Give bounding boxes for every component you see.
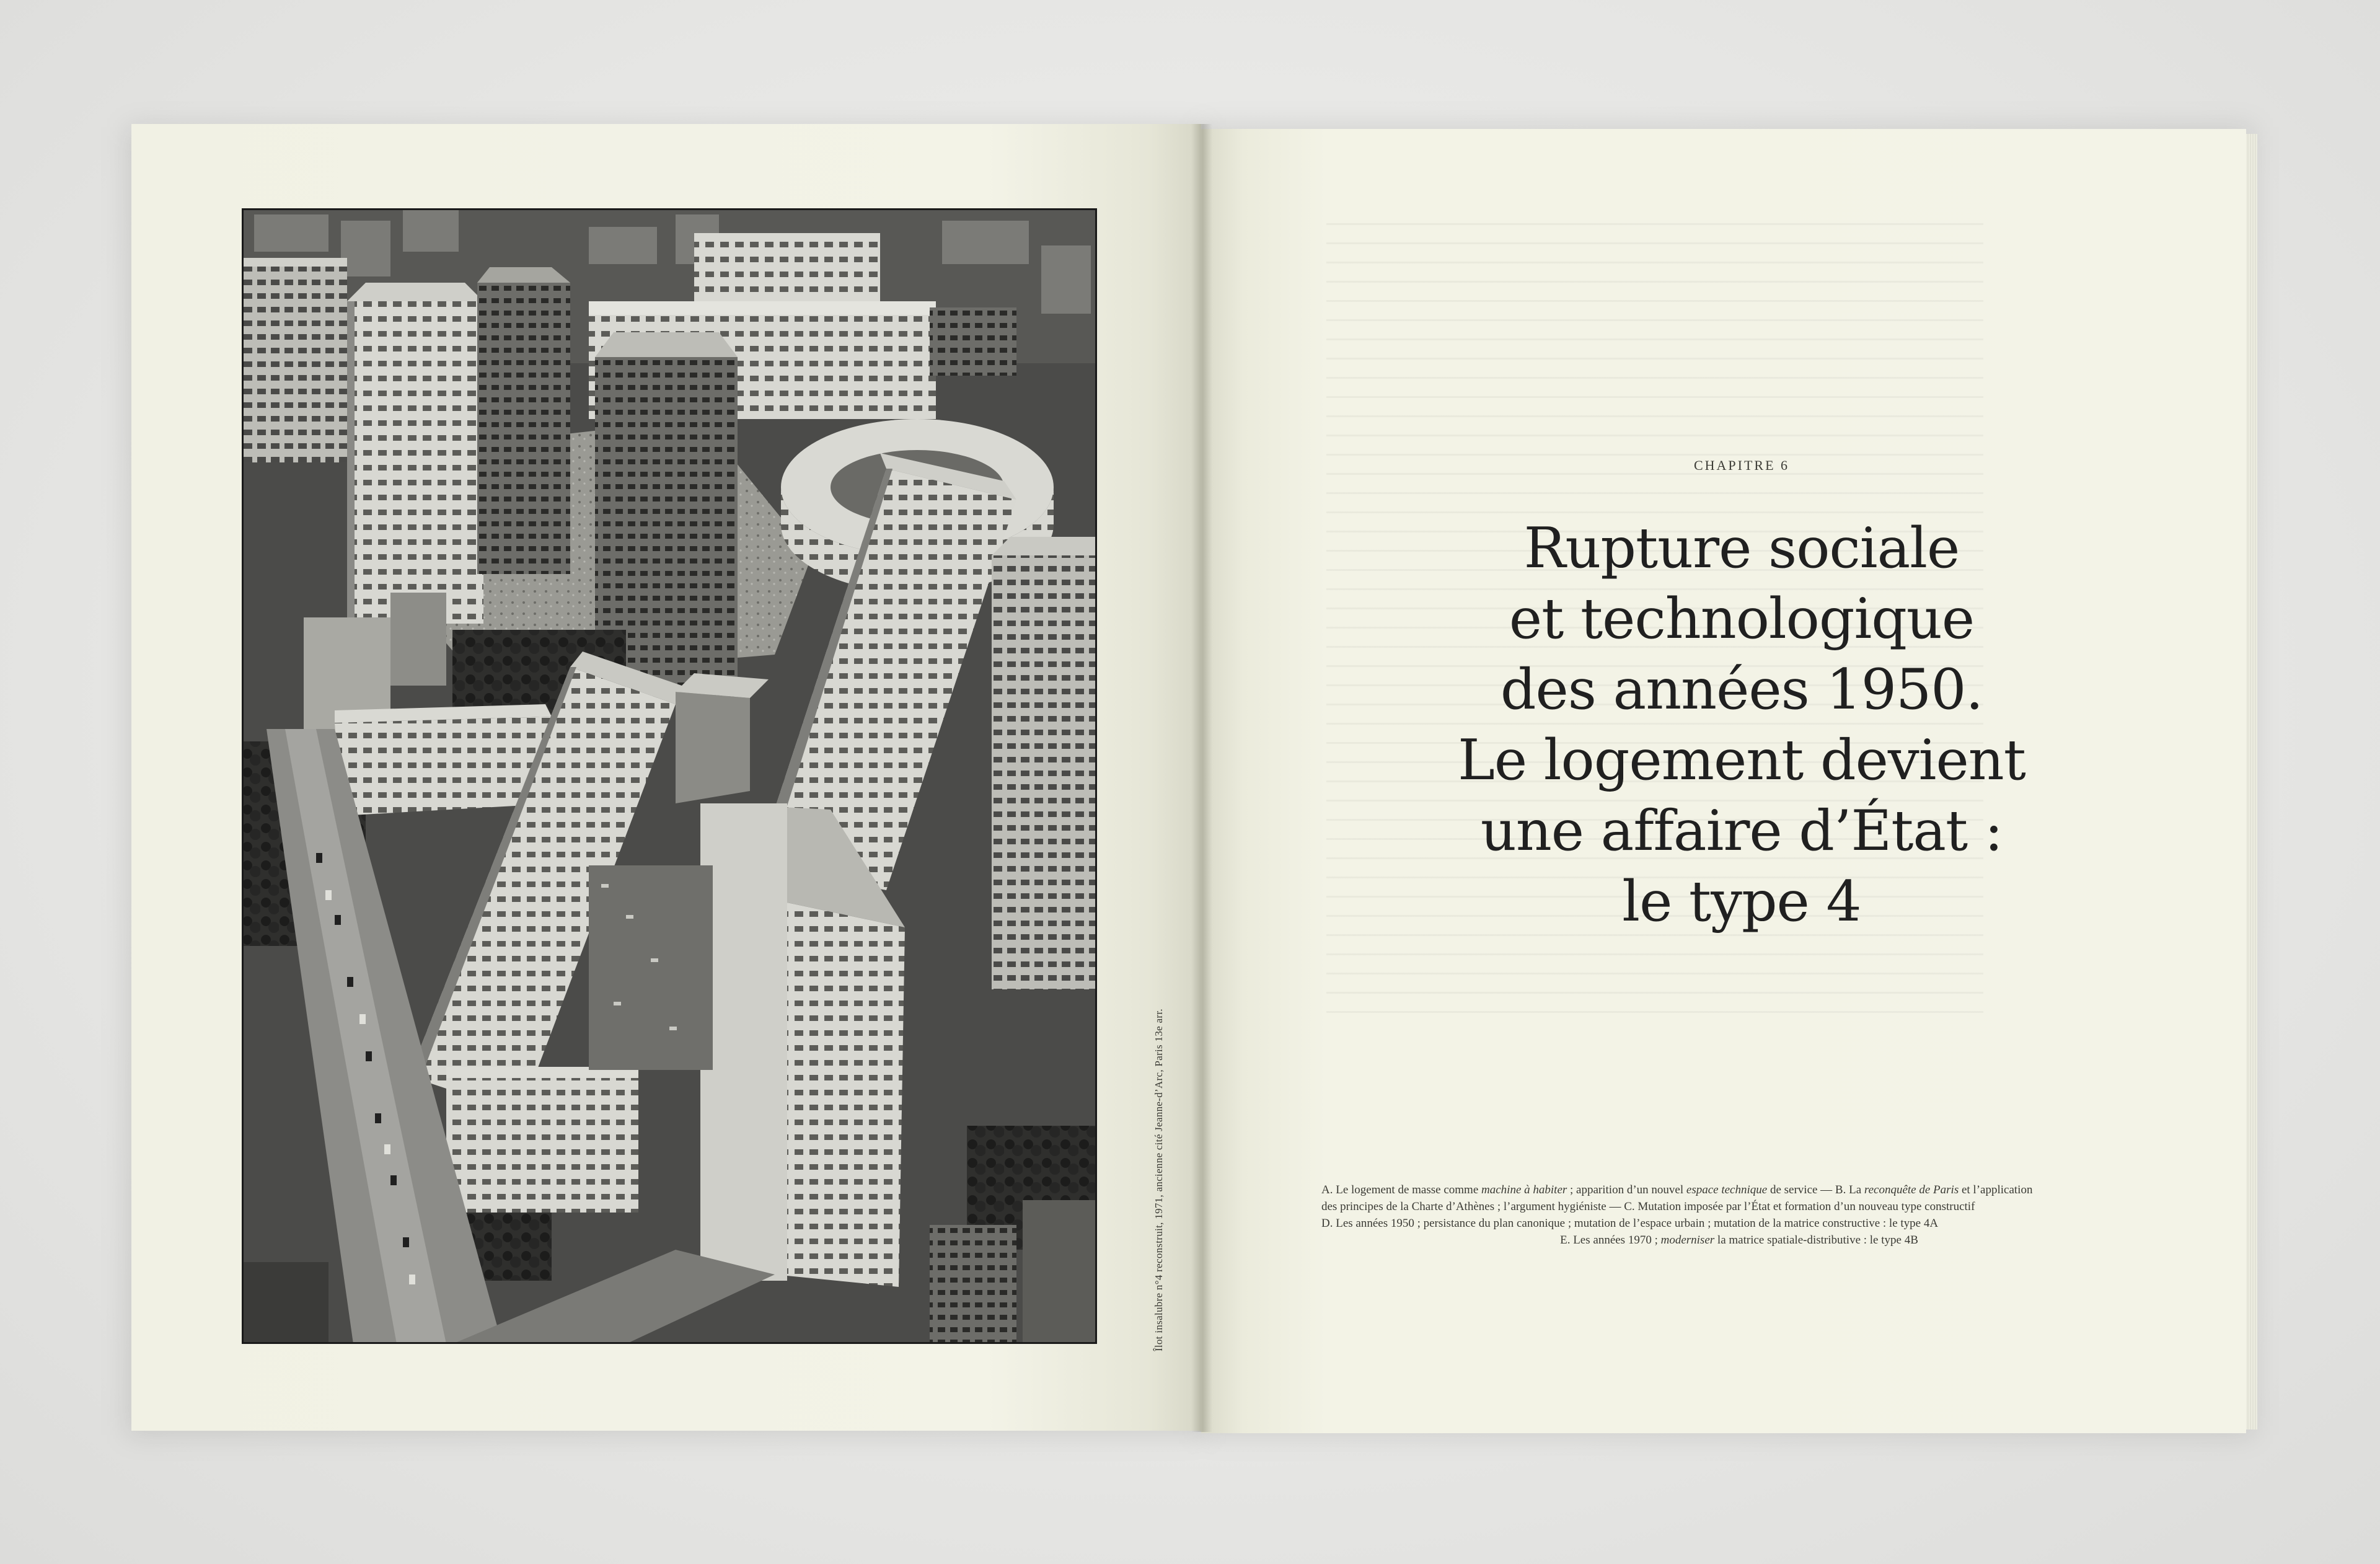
contents-italic: espace technique: [1686, 1183, 1768, 1196]
aerial-photograph: [242, 208, 1097, 1344]
contents-line: [1321, 1232, 2157, 1248]
contents-italic: moderniser: [1660, 1234, 1715, 1247]
contents-line: des principes de la Charte d’Athènes ; l’argument hygiéniste — C. Mutation imposée par l’État et formation d’un nouveau type constructif: [1321, 1200, 1975, 1213]
chapter-label: CHAPITRE 6: [1693, 457, 1790, 473]
contents-text: ; apparition d’un nouvel: [1567, 1183, 1686, 1196]
title-line: et technologique: [1509, 586, 1975, 652]
title-line: Le logement devient: [1458, 728, 2025, 793]
chapter-contents: [1321, 1182, 2157, 1248]
aerial-photo-drawing: [242, 208, 1097, 1344]
contents-line: [1321, 1182, 2157, 1198]
page-stack-edge: [2246, 134, 2257, 1429]
contents-text: de service — B. La: [1767, 1183, 1864, 1196]
contents-text: et l’application: [1959, 1183, 2033, 1196]
title-line: le type 4: [1622, 869, 1861, 934]
contents-italic: machine à habiter: [1481, 1183, 1567, 1196]
contents-text: la matrice spatiale-distributive : le type 4B: [1714, 1234, 1918, 1247]
contents-text: E. Les années 1970 ;: [1560, 1234, 1661, 1247]
title-line: une affaire d’État :: [1480, 798, 2003, 864]
contents-text: A. Le logement de masse comme: [1321, 1183, 1482, 1196]
contents-line: D. Les années 1950 ; persistance du plan canonique ; mutation de l’espace urbain ; mutation de la matrice constructive : le type 4A: [1321, 1217, 1939, 1230]
contents-italic: reconquête de Paris: [1864, 1183, 1959, 1196]
title-line: des années 1950.: [1500, 657, 1983, 722]
chapter-title: [1395, 513, 2089, 937]
book-gutter: [1191, 124, 1212, 1432]
title-line: Rupture sociale: [1523, 516, 1960, 581]
photo-caption: Îlot insalubre n°4 reconstruit, 1971, ancienne cité Jeanne-d’Arc, Paris 13e arr.: [1153, 1009, 1165, 1351]
